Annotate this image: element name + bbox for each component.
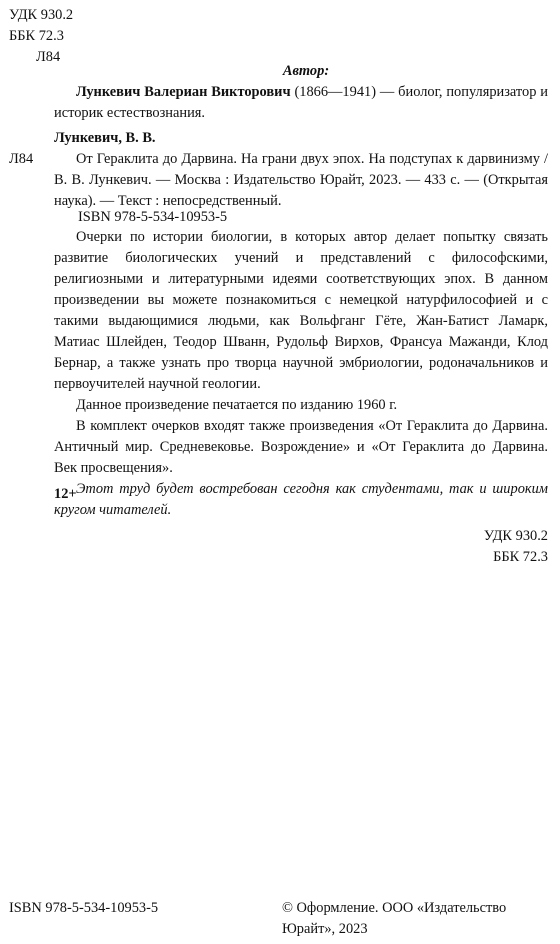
bbk-code-right: ББК 72.3 xyxy=(493,549,548,565)
author-info xyxy=(54,82,548,124)
annotation xyxy=(54,227,548,521)
bib-record: От Гераклита до Дарвина. На грани двух эпох. На подступах к дарвинизму / В. В. Лункевич. — Москва : Издательство Юрайт, 2023. — 433 с. — (Открытая наука). — Текст : непосредственный. xyxy=(54,151,548,209)
footer-copyright: © Оформление. ООО «Издательство Юрайт», 2023 xyxy=(282,900,507,937)
footer-isbn: ISBN 978-5-534-10953-5 xyxy=(9,900,159,916)
annotation-paragraph-1: Очерки по истории биологии, в которых автор делает попытку связать развитие биологических учений и представлений с философскими, религиозными и литературными идеями соответствующих эпох. В данном произведении вы можете познакомиться с немецкой натурфилософией и с такими выдающимися людьми, как Вольфганг Гёте, Жан-Батист Ламарк, Матиас Шлейден, Теодор Шванн, Рудольф Вирхов, Франсуа Мажанди, Клод Бернар, а также узнать про творца научной эмбриологии, родоначальников и первоучителей научной геологии. xyxy=(54,229,548,392)
age-rating: 12+ xyxy=(54,486,77,502)
bib-author-heading: Лункевич, В. В. xyxy=(54,130,156,146)
udk-code-right: УДК 930.2 xyxy=(483,528,548,544)
annotation-paragraph-4: Этот труд будет востребован сегодня как студентами, так и широким кругом читателей. xyxy=(54,481,548,518)
annotation-paragraph-3: В комплект очерков входят также произведения «От Гераклита до Дарвина. Античный мир. Средневековье. Возрождение» и «От Гераклита до Дарвина. Век просвещения». xyxy=(54,418,548,476)
author-name: Лункевич Валериан Викторович xyxy=(76,84,291,100)
author-description: (1866—1941) — биолог, популяризатор и историк естествознания. xyxy=(54,84,548,121)
annotation-paragraph-2: Данное произведение печатается по изданию 1960 г. xyxy=(76,397,398,413)
author-heading: Автор: xyxy=(282,63,330,79)
bbk-code: ББК 72.3 xyxy=(9,28,64,44)
isbn: ISBN 978-5-534-10953-5 xyxy=(78,209,228,225)
author-mark: Л84 xyxy=(36,49,61,65)
bib-mark: Л84 xyxy=(9,151,34,167)
udk-code: УДК 930.2 xyxy=(9,7,74,23)
